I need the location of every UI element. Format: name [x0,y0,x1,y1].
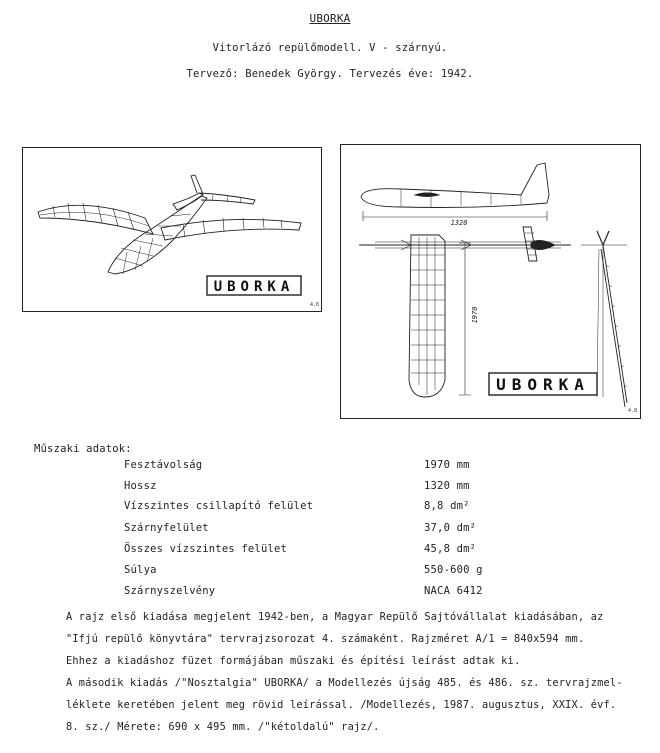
spec-label: Vízszintes csillapító felület [124,500,314,512]
spec-label: Szárnyszelvény [124,585,216,597]
document-title: UBORKA [309,12,351,25]
spec-value: 45,8 dm² [424,543,477,555]
spec-value: 1320 mm [424,480,470,492]
spec-label: Súlya [124,564,157,576]
glider-perspective-drawing [23,148,321,311]
spec-value: 1970 mm [424,459,470,471]
glider-three-view-drawing [341,145,640,418]
description-line: 8. sz./ Mérete: 690 x 495 mm. /"kétoldalú" rajz/. [66,721,380,733]
spec-label: Fesztávolság [124,459,203,471]
model-subtitle: Vitorlázó repülőmodell. V - szárnyú. [212,42,448,54]
corner-mark-right: 4.8 [628,408,638,414]
spec-value: 550-600 g [424,564,483,576]
spec-value: 8,8 dm² [424,500,470,512]
spec-label: Hossz [124,480,157,492]
dimension-span-label: 1970 [471,306,479,324]
description-line: léklete keretében jelent meg rövid leírással. /Modellezés, 1987. augusztus, XXIX. évf. [66,699,617,711]
description-line: Ehhez a kiadáshoz füzet formájában műszaki és építési leírást adtak ki. [66,655,521,667]
spec-label: Összes vízszintes felület [124,543,288,555]
dimension-length-label: 1320 [450,219,468,227]
description-line: A rajz első kiadása megjelent 1942-ben, a Magyar Repülő Sajtóvállalat kiadásában, az [66,611,604,623]
three-view-drawing-panel [340,144,641,419]
description-line: A második kiadás /"Nosztalgia" UBORKA/ a Modellezés újság 485. és 486. sz. tervrajzmel- [66,677,623,689]
logo-uborka-left: UBORKA [213,279,295,295]
designer-line: Tervező: Benedek György. Tervezés éve: 1942. [186,68,474,80]
spec-value: 37,0 dm² [424,522,477,534]
specs-heading: Műszaki adatok: [34,443,132,455]
corner-mark-left: 4.8 [310,302,320,308]
logo-uborka-right: UBORKA [496,375,590,394]
description-line: "Ifjú repülő könyvtára" tervrajzsorozat 4. számaként. Rajzméret A/1 = 840x594 mm. [66,633,585,645]
spec-value: NACA 6412 [424,585,483,597]
spec-label: Szárnyfelület [124,522,209,534]
perspective-drawing-panel [22,147,322,312]
